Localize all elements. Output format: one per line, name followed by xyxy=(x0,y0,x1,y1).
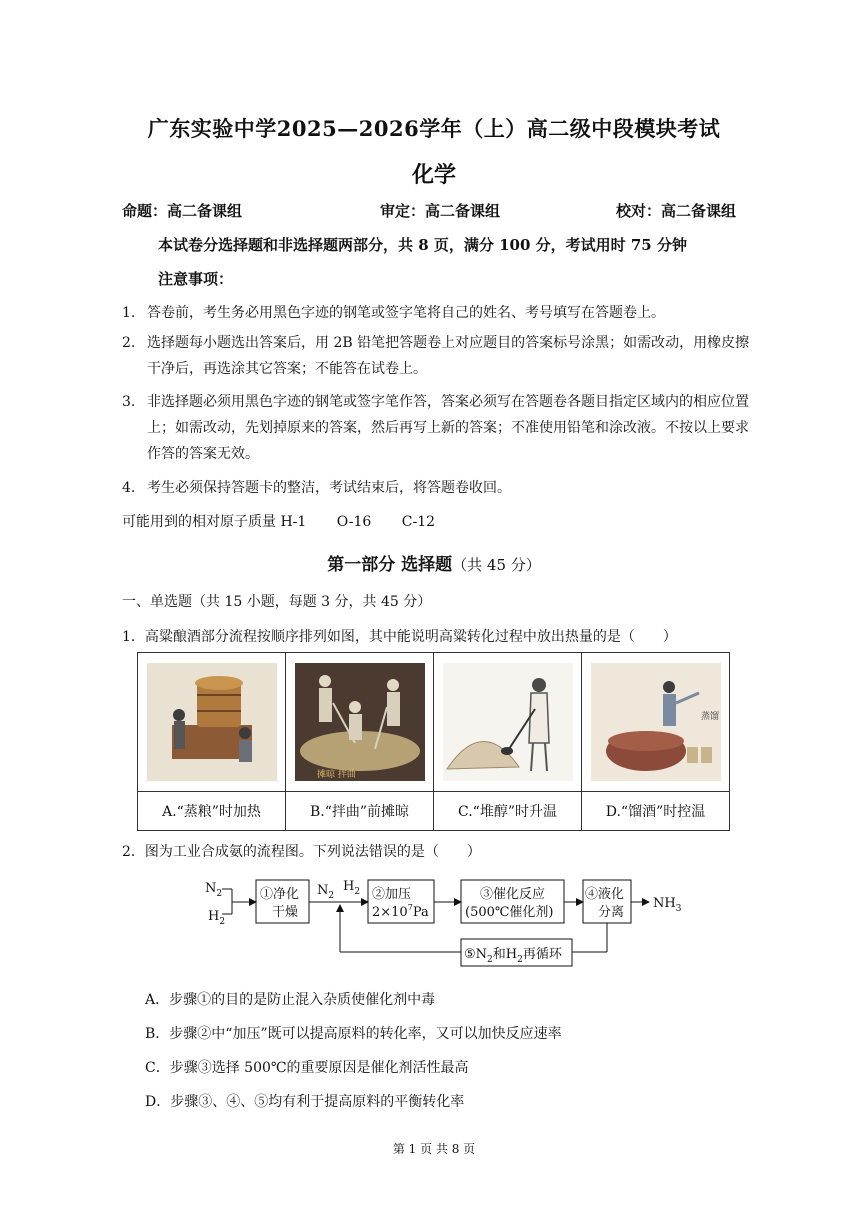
exam-subject: 化学 xyxy=(411,162,456,188)
image-cell-a xyxy=(138,653,286,792)
question-2-option-d: D．步骤③、④、⑤均有利于提高原料的平衡转化率 xyxy=(145,1094,465,1110)
section-heading: 一、单选题（共 15 小题，每题 3 分，共 45 分） xyxy=(122,594,432,610)
question-1-image-table xyxy=(137,652,730,831)
step-1-text-b: 干燥 xyxy=(272,905,299,920)
note-item: 3. 非选择题必须用黑色字迹的钢笔或签字笔作答，答案必须写在答题卷各题目指定区域内的相应位置上；如需改动，先划掉原来的答案，然后再写上新的答案；不准使用铅笔和涂改液。不按以上要求作答的答案无效。 xyxy=(122,394,749,462)
exam-title: 广东实验中学2025—2026学年（上）高二级中段模块考试 xyxy=(147,116,721,141)
exam-intro: 本试卷分选择题和非选择题两部分，共 8 页，满分 100 分，考试用时 75 分钟 xyxy=(158,236,687,254)
question-2-option-a: A．步骤①的目的是防止混入杂质使催化剂中毒 xyxy=(145,992,436,1008)
step-5-text: $⑤N_2$和$H_2$再循环 xyxy=(464,947,562,965)
step-1-text-a: ①净化 xyxy=(260,887,300,902)
image-cell-b xyxy=(286,653,434,792)
image-b-caption: 摊晾 拌曲 xyxy=(316,770,356,780)
note-item: 2. 选择题每小题选出答案后，用 2B 铅笔把答题卷上对应题目的答案标号涂黑；如需改动，用橡皮擦干净后，再选涂其它答案；不能答在试卷上。 xyxy=(122,335,750,377)
step-3-text-b: (500℃催化剂) xyxy=(465,905,554,920)
distilling-liquor-illustration xyxy=(591,663,721,781)
note-item: 4. 考生必须保持答题卡的整洁，考试结束后，将答题卷收回。 xyxy=(122,480,511,496)
step-3-text-a: ③催化反应 xyxy=(480,887,546,902)
notes-heading: 注意事项： xyxy=(158,270,234,288)
atomic-masses-label: 可能用到的相对原子质量 H-1 xyxy=(122,514,307,530)
mid-h2-label: $H_2$ xyxy=(343,879,361,897)
page-footer: 第 1 页 共 8 页 xyxy=(392,1142,476,1156)
atomic-mass-item: C-12 xyxy=(401,514,436,530)
question-2-option-c: C．步骤③选择 500℃的重要原因是催化剂活性最高 xyxy=(145,1060,469,1076)
atomic-mass-item: O-16 xyxy=(336,514,372,530)
option-b: B.“拌曲”前摊晾 xyxy=(286,792,434,831)
image-d-caption: 蒸馏 xyxy=(700,712,719,722)
input-h2-label: $H_2$ xyxy=(208,909,226,927)
question-2-stem: 2．图为工业合成氨的流程图。下列说法错误的是（ ） xyxy=(122,844,481,860)
part-one-title: 第一部分 选择题（共 45 分） xyxy=(327,555,541,575)
image-cell-c xyxy=(434,653,582,792)
note-item: 1. 答卷前，考生务必用黑色字迹的钢笔或签字笔将自己的姓名、考号填写在答题卷上。 xyxy=(122,305,665,321)
question-2-option-b: B．步骤②中“加压”既可以提高原料的转化率，又可以加快反应速率 xyxy=(145,1026,562,1042)
atomic-masses xyxy=(122,511,461,531)
option-d: D.“馏酒”时控温 xyxy=(582,792,730,831)
steaming-grain-illustration xyxy=(147,663,277,781)
piling-grain-illustration xyxy=(443,663,573,781)
step-2-text-b: $2\times 10^7Pa$ xyxy=(372,903,429,920)
question-1-stem: 1．高粱酿酒部分流程按顺序排列如图，其中能说明高粱转化过程中放出热量的是（ ） xyxy=(122,629,677,645)
option-c: C.“堆醇”时升温 xyxy=(434,792,582,831)
step-4-text-a: ④液化 xyxy=(585,887,625,902)
ammonia-flow-diagram xyxy=(180,872,700,972)
proofreader-line: 校对：高二备课组 xyxy=(616,202,737,220)
mid-n2-label: $N_2$ xyxy=(317,883,335,901)
image-cell-d xyxy=(582,653,730,792)
step-4-text-b: 分离 xyxy=(598,905,625,920)
spreading-grain-illustration xyxy=(295,663,425,781)
reviewer-line: 审定：高二备课组 xyxy=(380,202,501,220)
author-line: 命题：高二备课组 xyxy=(122,202,243,220)
option-a: A.“蒸粮”时加热 xyxy=(138,792,286,831)
output-nh3-label: $NH_3$ xyxy=(653,896,682,914)
input-n2-label: $N_2$ xyxy=(205,881,223,899)
step-2-text-a: ②加压 xyxy=(372,887,412,902)
